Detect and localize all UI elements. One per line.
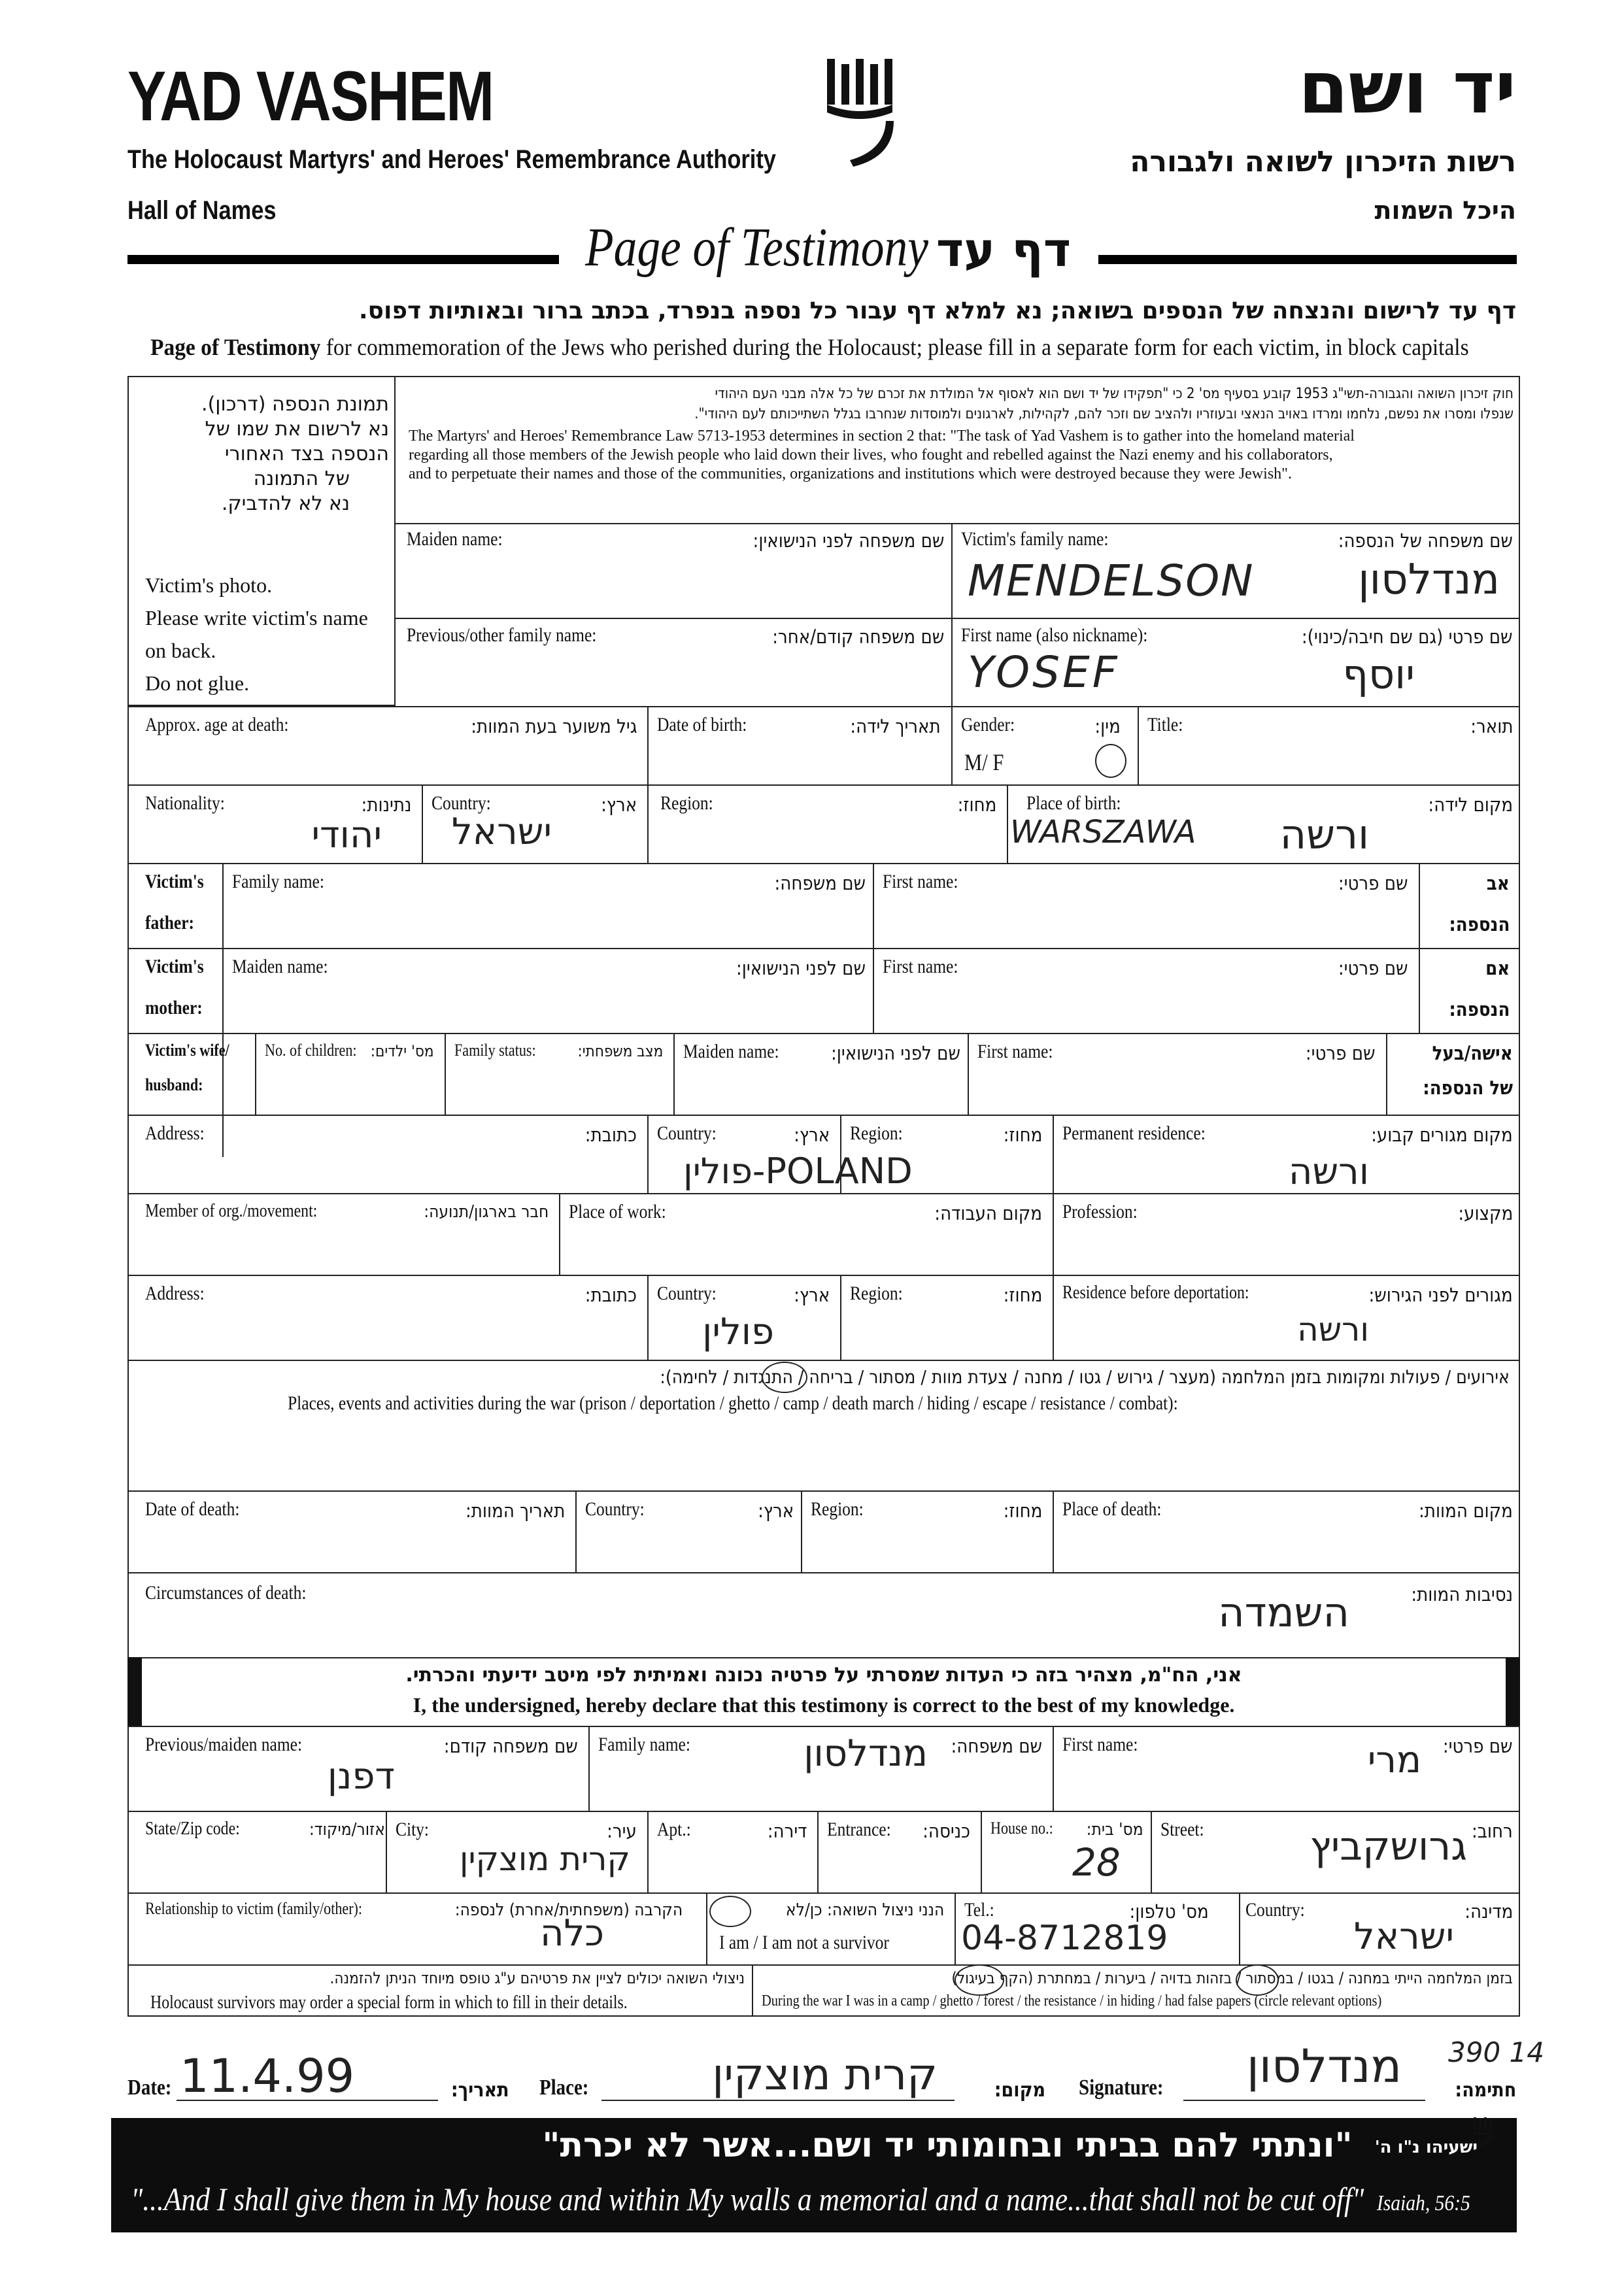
address2-region-label: Region:	[850, 1283, 903, 1304]
address2-country-label-he: ארץ:	[793, 1284, 830, 1306]
victim-family-name-label-he: שם משפחה של הנספה:	[1338, 529, 1513, 552]
title-rule-right	[1098, 255, 1517, 264]
death-region-label-he: מחוז:	[1003, 1500, 1042, 1522]
divider	[396, 618, 1520, 619]
divider	[127, 1657, 1520, 1658]
war-status-he: בזמן המלחמה הייתי במחנה / בגטו / במסתור / בזהות בדויה / ביערות / במחתרת (הקף בעיגול)	[951, 1969, 1513, 1987]
profession-label: Profession:	[1062, 1201, 1138, 1222]
divider	[968, 1033, 969, 1115]
nationality-label-he: נתינות:	[361, 794, 411, 816]
declaration-he: אני, הח"מ, מצהיר בזה כי העדות שמסרתי על פרטיה נכונה ואמיתית לפי מיטב ידיעתי והכרתי.	[405, 1664, 1242, 1687]
apt-label-he: דירה:	[767, 1820, 807, 1842]
declaration-en: I, the undersigned, hereby declare that this testimony is correct to the best of my knowledge.	[413, 1693, 1235, 1717]
date-label: Date:	[127, 2076, 172, 2100]
authority-name-en: The Holocaust Martyrs' and Heroes' Remembrance Authority	[127, 145, 776, 174]
house-no-label: House no.:	[990, 1819, 1053, 1838]
street-value[interactable]: גרושקביץ	[1310, 1824, 1467, 1870]
footer-quote-en-ref: Isaiah, 56:5	[1376, 2191, 1470, 2215]
gender-label-he: מין:	[1094, 715, 1121, 737]
state-zip-label: State/Zip code:	[145, 1819, 240, 1839]
spouse-label-2: husband:	[145, 1075, 203, 1094]
num-children-label: No. of children:	[265, 1041, 357, 1060]
place-of-birth-value-he[interactable]: ורשה	[1279, 811, 1369, 858]
family-status-label: Family status:	[454, 1041, 536, 1060]
prev-maiden-label: Previous/maiden name:	[145, 1734, 303, 1755]
region-label: Region:	[660, 792, 713, 814]
divider	[396, 523, 1520, 524]
events-label-he: אירועים / פעולות ומקומות בזמן המלחמה (מעצר / גירוש / גטו / מחנה / צעדת מוות / מסתור / בריחה / התנגדות / לחימה):	[660, 1366, 1510, 1388]
relationship-value[interactable]: כלה	[539, 1912, 604, 1955]
street-label: Street:	[1160, 1819, 1204, 1840]
perm-residence-value[interactable]: ורשה	[1288, 1151, 1369, 1193]
residence-before-label: Residence before deportation:	[1062, 1283, 1249, 1303]
mother-label-he-1: אם	[1485, 957, 1510, 979]
divider	[817, 1811, 819, 1892]
profession-label-he: מקצוע:	[1458, 1202, 1513, 1224]
signature-label-he: חתימה:	[1455, 2079, 1516, 2102]
title-rule-left	[127, 255, 559, 264]
survivor-label-en[interactable]: I am / I am not a survivor	[719, 1932, 889, 1953]
gender-options[interactable]: M/ F	[964, 749, 1004, 775]
ghetto2-circle-mark	[1236, 1964, 1279, 1996]
region-label-he: מחוז:	[957, 794, 996, 816]
war-status-en: During the war I was in a camp / ghetto / forest / the resistance / in hiding / had false papers (circle relevant options)	[762, 1992, 1382, 2009]
entrance-label: Entrance:	[827, 1819, 891, 1840]
prev-family-name-label: Previous/other family name:	[407, 624, 597, 646]
residence-before-label-he: מגורים לפני הגירוש:	[1368, 1284, 1513, 1306]
mother-first-name-label: First name:	[883, 956, 958, 977]
tel-label-he: מס' טלפון:	[1129, 1900, 1209, 1923]
footer-quote-he-ref: ישעיהו נ"ו ה'	[1374, 2138, 1478, 2157]
date-label-he: תאריך:	[451, 2079, 509, 2102]
death-country-label: Country:	[585, 1498, 645, 1520]
place-of-death-label-he: מקום המוות:	[1419, 1500, 1513, 1522]
corner-mark: 390 14	[1448, 2036, 1544, 2068]
divider	[127, 948, 1520, 949]
divider	[647, 784, 649, 863]
country-value[interactable]: ישראל	[451, 811, 552, 853]
mother-maiden-name-label: Maiden name:	[232, 956, 328, 977]
address2-country-value[interactable]: פולין	[702, 1311, 774, 1353]
law-en-2: regarding all those members of the Jewish people who laid down their lives, who fought and rebelled against the Nazi enemy and his collaborators,	[409, 446, 1333, 463]
father-family-name-label: Family name:	[232, 871, 324, 892]
divider	[127, 863, 1520, 864]
footer-quote-en-text: "...And I shall give them in My house and within My walls a memorial and a name...that shall not be cut off"	[131, 2181, 1364, 2217]
photo-en-line: on back.	[145, 639, 216, 662]
street-label-he: רחוב:	[1472, 1820, 1513, 1842]
father-first-name-label: First name:	[883, 871, 958, 892]
law-text	[409, 386, 1514, 483]
authority-name-he: רשות הזיכרון לשואה ולגבורה	[1130, 145, 1516, 178]
address-country-label-he: ארץ:	[793, 1124, 830, 1146]
date-value[interactable]: 11.4.99	[180, 2049, 355, 2103]
divider	[1239, 1892, 1240, 1964]
witness-country-value[interactable]: ישראל	[1353, 1915, 1454, 1958]
divider	[127, 1275, 1520, 1276]
ghetto-circle-mark	[762, 1362, 807, 1393]
divider	[1007, 784, 1008, 863]
divider	[1386, 1033, 1387, 1115]
photo-instructions-en	[145, 569, 368, 699]
address2-label-he: כתובת:	[584, 1284, 637, 1306]
divider	[127, 1964, 1520, 1966]
address2-region-label-he: מחוז:	[1003, 1284, 1042, 1306]
place-value[interactable]: קרית מוצקין	[712, 2049, 938, 2100]
law-en-1: The Martyrs' and Heroes' Remembrance Law 5713-1953 determines in section 2 that: "The task of Yad Vashem is to gather into the homeland material	[409, 428, 1355, 445]
divider	[752, 1964, 753, 2017]
divider	[801, 1490, 802, 1572]
place-of-work-label-he: מקום העבודה:	[934, 1202, 1042, 1224]
survivor-label-he: הנני ניצול השואה: כן/לא	[785, 1900, 944, 1920]
divider	[1151, 1811, 1152, 1892]
spouse-first-name-label-he: שם פרטי:	[1306, 1042, 1376, 1064]
spouse-label-1: Victim's wife/	[145, 1041, 229, 1060]
death-region-label: Region:	[811, 1498, 864, 1520]
circumstances-label: Circumstances of death:	[145, 1582, 307, 1604]
photo-he-line: תמונת הנספה (דרכון).	[201, 393, 389, 416]
city-value[interactable]: קרית מוצקין	[459, 1840, 630, 1878]
divider	[951, 523, 953, 706]
title-label-he: תואר:	[1470, 715, 1513, 737]
witness-first-name-label-he: שם פרטי:	[1443, 1735, 1513, 1757]
form-title-en: Page of Testimony	[585, 217, 928, 278]
witness-country-label-he: מדינה:	[1464, 1900, 1513, 1923]
law-he-1: חוק זיכרון השואה והגבורה-תשי"ג 1953 קובע בסעיף מס' 2 כי "תפקידו של יד ושם הוא לאסוף אל המולדת את זכרם של כל אלה מבני העם היהודי	[715, 386, 1514, 402]
address-country-value[interactable]: פולין-POLAND	[683, 1151, 913, 1192]
address2-country-label: Country:	[657, 1283, 717, 1304]
witness-first-name-value[interactable]: מרי	[1367, 1739, 1421, 1781]
intro-en-bold: Page of Testimony	[150, 334, 321, 360]
divider	[955, 1892, 956, 1964]
photo-he-line: נא לרשום את שמו של	[205, 418, 389, 441]
photo-en-line: Victim's photo.	[145, 573, 273, 597]
house-no-label-he: מס' בית:	[1087, 1820, 1143, 1840]
law-en-3: and to perpetuate their names and those of the communities, organizations and institutions which were destroyed because they were Jewish".	[409, 465, 1292, 482]
divider	[647, 1115, 649, 1193]
victim-family-name-value[interactable]: MENDELSON	[968, 556, 1255, 606]
victims-mother-label-2: mother:	[145, 997, 203, 1018]
circumstances-label-he: נסיבות המוות:	[1411, 1583, 1513, 1605]
footer-band	[111, 2118, 1517, 2232]
relationship-label: Relationship to victim (family/other):	[145, 1899, 363, 1918]
member-org-label: Member of org./movement:	[145, 1201, 318, 1221]
divider	[559, 1193, 560, 1275]
signature-value[interactable]: מנדלסון	[1246, 2040, 1402, 2093]
first-name-nick-label-he: שם פרטי (גם שם חיבה/כינוי):	[1302, 626, 1513, 648]
place-label: Place:	[539, 2076, 589, 2100]
date-of-death-label-he: תאריך המוות:	[465, 1500, 565, 1522]
gender-label: Gender:	[961, 714, 1015, 735]
divider	[706, 1892, 707, 1964]
witness-family-name-label: Family name:	[598, 1734, 690, 1755]
num-children-label-he: מס' ילדים:	[371, 1042, 434, 1060]
divider	[588, 1726, 590, 1811]
prev-family-name-label-he: שם משפחה קודם/אחר:	[771, 626, 944, 648]
footer-quote-he	[542, 2126, 1478, 2165]
law-he-2: שנפלו ומסרו את נפשם, נלחמו ומרדו באויב הנאצי ובעוזריו ולהציב שם וזכר להם, לקהילות, לארגונים ולמוסדות שנחרבו בגלל השתייכותם לעם היהודי".	[694, 406, 1514, 422]
divider	[647, 1275, 649, 1360]
divider	[840, 1275, 841, 1360]
place-of-death-label: Place of death:	[1062, 1498, 1162, 1520]
divider	[1053, 1726, 1054, 1811]
photo-he-line: נא לא להדביק.	[221, 492, 350, 515]
yad-vashem-logo-icon	[820, 52, 905, 176]
dob-label: Date of birth:	[657, 714, 747, 735]
photo-he-line: הנספה בצד האחורי	[224, 443, 389, 465]
divider	[1053, 1193, 1054, 1275]
victims-father-label-1: Victim's	[145, 871, 204, 892]
country-label-he: ארץ:	[600, 794, 637, 816]
apt-label: Apt.:	[657, 1819, 691, 1840]
address2-label: Address:	[145, 1283, 205, 1304]
intro-en-rest: for commemoration of the Jews who perished during the Holocaust; please fill in a separate form for each victim, in block capitals	[320, 334, 1469, 360]
divider	[127, 706, 1520, 707]
photo-en-line: Do not glue.	[145, 671, 250, 695]
signature-label: Signature:	[1079, 2076, 1164, 2100]
spouse-label-he-2: של הנספה:	[1423, 1077, 1513, 1099]
hall-of-names-he: היכל השמות	[1374, 196, 1516, 225]
victim-family-name-value-he[interactable]: מנדלסון	[1358, 556, 1500, 604]
intro-en	[150, 333, 1469, 361]
first-name-nick-label: First name (also nickname):	[961, 624, 1148, 646]
divider	[127, 1811, 1520, 1812]
victim-family-name-label: Victim's family name:	[961, 528, 1109, 550]
address-label: Address:	[145, 1122, 205, 1144]
address-country-label: Country:	[657, 1122, 717, 1144]
father-first-name-label-he: שם פרטי:	[1338, 872, 1408, 894]
gender-circle-mark	[1095, 744, 1126, 778]
state-zip-label-he: אזור/מיקוד:	[309, 1820, 385, 1840]
divider	[127, 784, 1520, 786]
approx-age-label-he: גיל משוער בעת המוות:	[470, 715, 637, 737]
divider	[1053, 1490, 1054, 1572]
place-line	[601, 2100, 955, 2101]
victims-father-label-2: father:	[145, 912, 195, 933]
divider	[951, 706, 953, 784]
divider	[1053, 1275, 1054, 1360]
witness-first-name-label: First name:	[1062, 1734, 1138, 1755]
member-org-label-he: חבר בארגון/תנועה:	[423, 1202, 549, 1222]
divider	[127, 1360, 1520, 1361]
org-name-en: YAD VASHEM	[127, 56, 494, 135]
small-logo-icon	[1471, 2115, 1497, 2147]
divider	[422, 784, 423, 863]
signature-line	[1183, 2100, 1425, 2101]
divider	[222, 863, 224, 1157]
footer-quote-he-text: "ונתתי להם בביתי ובחומותי יד ושם...אשר לא יכרת"	[542, 2126, 1353, 2165]
survivor-circle-mark	[709, 1896, 751, 1927]
father-label-he-2: הנספה:	[1448, 913, 1510, 935]
divider	[127, 1490, 1520, 1492]
address-region-label-he: מחוז:	[1003, 1124, 1042, 1146]
spouse-first-name-label: First name:	[977, 1041, 1053, 1062]
address-label-he: כתובת:	[584, 1124, 637, 1146]
divider	[127, 1892, 1520, 1894]
divider	[673, 1033, 675, 1115]
survivors-note-en: Holocaust survivors may order a special form in which to fill in their details.	[150, 1992, 628, 2013]
divider	[647, 1811, 649, 1892]
prev-maiden-label-he: שם משפחה קודם:	[443, 1735, 578, 1757]
declaration-bar-left	[127, 1657, 142, 1726]
spouse-label-he-1: אישה/בעל	[1432, 1042, 1513, 1064]
spouse-maiden-label-he: שם לפני הנישואין:	[831, 1042, 960, 1064]
country-label: Country:	[431, 792, 491, 814]
divider	[445, 1033, 446, 1115]
footer-quote-en	[131, 2180, 1470, 2218]
mother-label-he-2: הנספה:	[1448, 998, 1510, 1020]
witness-family-name-label-he: שם משפחה:	[951, 1735, 1042, 1757]
mother-maiden-name-label-he: שם לפני הנישואין:	[736, 957, 866, 979]
tel-label: Tel.:	[964, 1899, 994, 1921]
date-of-death-label: Date of death:	[145, 1498, 240, 1520]
city-label-he: עיר:	[607, 1820, 637, 1842]
relationship-label-he: הקרבה (משפחתית/אחרת) לנספה:	[454, 1900, 683, 1920]
place-of-work-label: Place of work:	[569, 1201, 666, 1222]
hall-of-names-en: Hall of Names	[127, 196, 277, 225]
divider	[255, 1033, 256, 1115]
maiden-name-label: Maiden name:	[407, 528, 503, 550]
spouse-maiden-label: Maiden name:	[683, 1041, 779, 1062]
first-name-value-he[interactable]: יוסף	[1342, 650, 1415, 698]
mother-first-name-label-he: שם פרטי:	[1338, 957, 1408, 979]
father-family-name-label-he: שם משפחה:	[774, 872, 866, 894]
divider	[1138, 706, 1139, 784]
title-label: Title:	[1147, 714, 1183, 735]
approx-age-label: Approx. age at death:	[145, 714, 289, 735]
divider	[127, 1193, 1520, 1194]
divider	[127, 1033, 1520, 1034]
city-label: City:	[396, 1819, 430, 1840]
father-label-he-1: אב	[1487, 872, 1510, 894]
residence-before-value[interactable]: ורשה	[1297, 1311, 1369, 1349]
forest-circle-mark	[955, 1964, 1004, 1996]
divider	[1053, 1115, 1054, 1193]
circumstances-value[interactable]: השמדה	[1218, 1588, 1349, 1636]
witness-family-name-value[interactable]: מנדלסון	[804, 1732, 928, 1775]
photo-en-line: Please write victim's name	[145, 606, 368, 630]
maiden-name-label-he: שם משפחה לפני הנישואין:	[753, 529, 944, 552]
place-label-he: מקום:	[994, 2079, 1045, 2102]
prev-maiden-value[interactable]: דפנן	[327, 1755, 395, 1798]
divider	[981, 1811, 982, 1892]
nationality-label: Nationality:	[145, 792, 225, 814]
house-no-value[interactable]: 28	[1072, 1840, 1121, 1885]
declaration-bar-right	[1506, 1657, 1520, 1726]
divider	[127, 1572, 1520, 1573]
nationality-value[interactable]: יהודי	[311, 814, 382, 856]
survivors-note-he: ניצולי השואה יכולים לציין את פרטיהם ע"ג טופס מיוחד הניתן להזמנה.	[330, 1969, 745, 1987]
divider	[127, 1726, 1520, 1727]
address-region-label: Region:	[850, 1122, 903, 1144]
dob-label-he: תאריך לידה:	[850, 715, 941, 737]
tel-value[interactable]: 04-8712819	[961, 1919, 1168, 1958]
photo-he-line: של התמונה	[253, 467, 350, 490]
divider	[386, 1811, 387, 1892]
witness-country-label: Country:	[1245, 1899, 1305, 1921]
intro-he: דף עד לרישום והנצחה של הנספים בשואה; נא למלא דף עבור כל נספה בנפרד, בכתב ברור ובאותיות דפוס.	[358, 297, 1516, 324]
death-country-label-he: ארץ:	[757, 1500, 794, 1522]
perm-residence-label-he: מקום מגורים קבוע:	[1371, 1124, 1513, 1146]
place-of-birth-label-he: מקום לידה:	[1428, 794, 1513, 816]
divider	[647, 706, 649, 784]
entrance-label-he: כניסה:	[922, 1820, 970, 1842]
divider	[127, 1115, 1520, 1116]
form-title-he: דף עד	[936, 222, 1072, 277]
place-of-birth-label: Place of birth:	[1026, 792, 1121, 814]
place-of-birth-value[interactable]: WARSZAWA	[1010, 814, 1196, 850]
victims-mother-label-1: Victim's	[145, 956, 204, 977]
divider	[575, 1490, 577, 1572]
first-name-value[interactable]: YOSEF	[968, 647, 1120, 698]
events-label-en: Places, events and activities during the war (prison / deportation / ghetto / camp / death march / hiding / escape / resistance / combat):	[288, 1392, 1178, 1414]
family-status-label-he: מצב משפחתי:	[577, 1042, 663, 1060]
perm-residence-label: Permanent residence:	[1062, 1122, 1206, 1144]
org-name-he: יד ושם	[1298, 46, 1516, 129]
photo-instructions-he	[131, 392, 389, 516]
